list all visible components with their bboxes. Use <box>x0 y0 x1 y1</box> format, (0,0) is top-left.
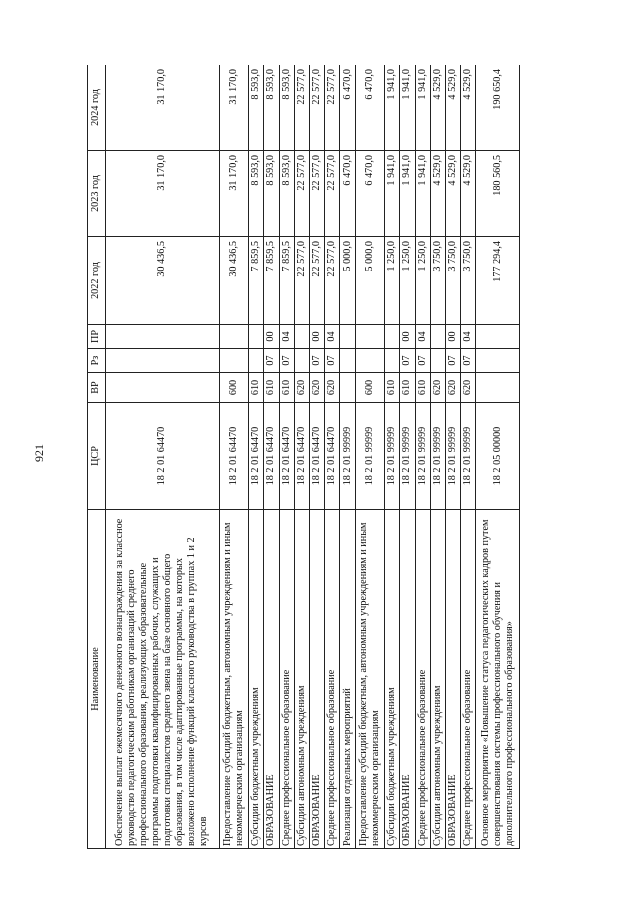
cell-pr: 04 <box>325 325 340 349</box>
cell-csr: 18 2 01 64470 <box>279 403 294 510</box>
cell-2022: 22 577,0 <box>294 237 309 325</box>
cell-rz <box>476 349 520 373</box>
table-row <box>340 65 355 849</box>
cell-name: ОБРАЗОВАНИЕ <box>400 510 415 849</box>
cell-vr: 610 <box>415 373 430 403</box>
cell-pr <box>294 325 309 349</box>
cell-vr: 610 <box>264 373 279 403</box>
cell-name: ОБРАЗОВАНИЕ <box>445 510 460 849</box>
cell-csr: 18 2 01 99999 <box>430 403 445 510</box>
cell-name: Субсидии бюджетным учреждениям <box>385 510 400 849</box>
cell-2022: 7 859,5 <box>264 237 279 325</box>
table-header <box>88 65 106 849</box>
cell-rz: 07 <box>310 349 325 373</box>
cell-csr: 18 2 01 99999 <box>355 403 384 510</box>
cell-2024: 1 941,0 <box>385 65 400 151</box>
cell-csr: 18 2 01 99999 <box>385 403 400 510</box>
cell-name: ОБРАЗОВАНИЕ <box>264 510 279 849</box>
cell-2023: 180 560,5 <box>476 151 520 237</box>
cell-rz <box>219 349 248 373</box>
table-row <box>310 65 325 849</box>
cell-2023: 4 529,0 <box>430 151 445 237</box>
header-2023: 2023 год <box>88 151 106 237</box>
cell-rz: 07 <box>279 349 294 373</box>
cell-vr: 600 <box>219 373 248 403</box>
cell-csr: 18 2 01 64470 <box>310 403 325 510</box>
cell-2023: 6 470,0 <box>340 151 355 237</box>
cell-rz <box>385 349 400 373</box>
cell-2022: 1 250,0 <box>400 237 415 325</box>
cell-name: Субсидии автономным учреждениям <box>294 510 309 849</box>
cell-vr: 600 <box>355 373 384 403</box>
cell-name: ОБРАЗОВАНИЕ <box>310 510 325 849</box>
cell-2023: 22 577,0 <box>325 151 340 237</box>
cell-name: Среднее профессиональное образование <box>279 510 294 849</box>
cell-2024: 4 529,0 <box>445 65 460 151</box>
header-2022: 2022 год <box>88 237 106 325</box>
cell-name: Среднее профессиональное образование <box>325 510 340 849</box>
cell-rz <box>294 349 309 373</box>
cell-2024: 31 170,0 <box>106 65 220 151</box>
cell-rz: 07 <box>325 349 340 373</box>
cell-2024: 31 170,0 <box>219 65 248 151</box>
cell-2024: 4 529,0 <box>430 65 445 151</box>
table-row <box>400 65 415 849</box>
cell-2024: 22 577,0 <box>294 65 309 151</box>
cell-2022: 5 000,0 <box>340 237 355 325</box>
table-row <box>106 65 220 849</box>
table-row <box>355 65 384 849</box>
header-vr: ВР <box>88 373 106 403</box>
cell-2022: 7 859,5 <box>249 237 264 325</box>
page-number: 921 <box>32 444 46 462</box>
cell-name: Предоставление субсидий бюджетным, автономным учреждениям и иным некоммерческим организациям <box>219 510 248 849</box>
cell-2022: 22 577,0 <box>310 237 325 325</box>
cell-pr <box>385 325 400 349</box>
cell-csr: 18 2 05 00000 <box>476 403 520 510</box>
cell-2024: 8 593,0 <box>279 65 294 151</box>
header-name: Наименование <box>88 510 106 849</box>
cell-vr: 620 <box>430 373 445 403</box>
cell-pr: 00 <box>445 325 460 349</box>
cell-2022: 22 577,0 <box>325 237 340 325</box>
cell-2024: 6 470,0 <box>340 65 355 151</box>
table-row <box>445 65 460 849</box>
table-row <box>476 65 520 849</box>
cell-2022: 3 750,0 <box>430 237 445 325</box>
cell-2023: 4 529,0 <box>461 151 476 237</box>
cell-csr: 18 2 01 64470 <box>106 403 220 510</box>
cell-name: Предоставление субсидий бюджетным, автономным учреждениям и иным некоммерческим организациям <box>355 510 384 849</box>
cell-pr <box>430 325 445 349</box>
cell-2023: 1 941,0 <box>385 151 400 237</box>
cell-pr <box>355 325 384 349</box>
cell-name: Реализация отдельных мероприятий <box>340 510 355 849</box>
cell-2022: 1 250,0 <box>385 237 400 325</box>
cell-pr <box>476 325 520 349</box>
cell-csr: 18 2 01 99999 <box>461 403 476 510</box>
cell-2023: 22 577,0 <box>310 151 325 237</box>
table-row <box>264 65 279 849</box>
cell-vr: 620 <box>445 373 460 403</box>
cell-csr: 18 2 01 99999 <box>415 403 430 510</box>
cell-csr: 18 2 01 64470 <box>264 403 279 510</box>
cell-name: Среднее профессиональное образование <box>461 510 476 849</box>
cell-2022: 7 859,5 <box>279 237 294 325</box>
cell-2023: 22 577,0 <box>294 151 309 237</box>
cell-pr: 00 <box>400 325 415 349</box>
budget-table <box>87 65 520 849</box>
cell-2023: 6 470,0 <box>355 151 384 237</box>
cell-pr <box>340 325 355 349</box>
cell-2023: 8 593,0 <box>279 151 294 237</box>
cell-vr: 610 <box>400 373 415 403</box>
table-frame <box>87 65 520 849</box>
cell-2022: 1 250,0 <box>415 237 430 325</box>
cell-2024: 190 650,4 <box>476 65 520 151</box>
cell-2024: 1 941,0 <box>415 65 430 151</box>
cell-name: Субсидии автономным учреждениям <box>430 510 445 849</box>
table-row <box>430 65 445 849</box>
table-row <box>385 65 400 849</box>
cell-vr <box>476 373 520 403</box>
cell-2022: 30 436,5 <box>106 237 220 325</box>
table-body <box>106 65 520 849</box>
header-2024: 2024 год <box>88 65 106 151</box>
rotated-table-wrapper <box>87 65 520 849</box>
cell-vr <box>106 373 220 403</box>
table-row <box>415 65 430 849</box>
cell-2024: 22 577,0 <box>310 65 325 151</box>
cell-vr: 620 <box>325 373 340 403</box>
cell-vr: 610 <box>249 373 264 403</box>
cell-pr: 04 <box>415 325 430 349</box>
cell-pr: 00 <box>310 325 325 349</box>
cell-csr: 18 2 01 99999 <box>400 403 415 510</box>
cell-pr <box>219 325 248 349</box>
cell-2023: 4 529,0 <box>445 151 460 237</box>
cell-2022: 5 000,0 <box>355 237 384 325</box>
cell-pr <box>249 325 264 349</box>
cell-2023: 8 593,0 <box>264 151 279 237</box>
cell-rz <box>106 349 220 373</box>
cell-rz: 07 <box>415 349 430 373</box>
table-row <box>249 65 264 849</box>
cell-rz: 07 <box>461 349 476 373</box>
cell-csr: 18 2 01 64470 <box>219 403 248 510</box>
header-rz: Рз <box>88 349 106 373</box>
cell-2022: 3 750,0 <box>461 237 476 325</box>
cell-2022: 30 436,5 <box>219 237 248 325</box>
cell-pr: 04 <box>461 325 476 349</box>
cell-csr: 18 2 01 64470 <box>294 403 309 510</box>
cell-2024: 8 593,0 <box>249 65 264 151</box>
cell-rz <box>249 349 264 373</box>
table-row <box>325 65 340 849</box>
cell-2024: 1 941,0 <box>400 65 415 151</box>
cell-2023: 31 170,0 <box>106 151 220 237</box>
cell-2023: 1 941,0 <box>400 151 415 237</box>
cell-2024: 6 470,0 <box>355 65 384 151</box>
cell-rz <box>340 349 355 373</box>
cell-rz: 07 <box>445 349 460 373</box>
cell-vr: 610 <box>385 373 400 403</box>
table-row <box>279 65 294 849</box>
cell-rz: 07 <box>264 349 279 373</box>
cell-pr: 00 <box>264 325 279 349</box>
cell-vr: 620 <box>310 373 325 403</box>
cell-pr <box>106 325 220 349</box>
cell-2023: 31 170,0 <box>219 151 248 237</box>
cell-vr: 620 <box>294 373 309 403</box>
cell-rz: 07 <box>400 349 415 373</box>
cell-vr: 620 <box>461 373 476 403</box>
header-csr: ЦСР <box>88 403 106 510</box>
cell-2023: 1 941,0 <box>415 151 430 237</box>
cell-pr: 04 <box>279 325 294 349</box>
cell-2024: 4 529,0 <box>461 65 476 151</box>
cell-name: Обеспечение выплат ежемесячного денежного вознаграждения за классное руководство педагогическим работникам организаций среднего профессионального образования, реализующих образовательные программы подготовки квалифицированных рабочих, служащих и подготовки специалистов среднего звена на базе основного общего образования, в том числе адаптированные программы, на которых возложено исполнение функций классного руководства в группах 1 и 2 курсов <box>106 510 220 849</box>
cell-csr: 18 2 01 99999 <box>340 403 355 510</box>
cell-rz <box>430 349 445 373</box>
table-row <box>294 65 309 849</box>
cell-csr: 18 2 01 64470 <box>249 403 264 510</box>
cell-vr <box>340 373 355 403</box>
header-pr: ПР <box>88 325 106 349</box>
cell-2022: 177 294,4 <box>476 237 520 325</box>
cell-name: Основное мероприятие «Повышение статуса педагогических кадров путем совершенствования системы профессионального обучения и дополнительного профессионального образования» <box>476 510 520 849</box>
cell-2023: 8 593,0 <box>249 151 264 237</box>
cell-2022: 3 750,0 <box>445 237 460 325</box>
table-row <box>219 65 248 849</box>
table-row <box>461 65 476 849</box>
cell-csr: 18 2 01 99999 <box>445 403 460 510</box>
cell-2024: 22 577,0 <box>325 65 340 151</box>
cell-name: Субсидии бюджетным учреждениям <box>249 510 264 849</box>
cell-name: Среднее профессиональное образование <box>415 510 430 849</box>
cell-2024: 8 593,0 <box>264 65 279 151</box>
cell-csr: 18 2 01 64470 <box>325 403 340 510</box>
cell-rz <box>355 349 384 373</box>
header-row <box>88 65 106 849</box>
cell-vr: 610 <box>279 373 294 403</box>
